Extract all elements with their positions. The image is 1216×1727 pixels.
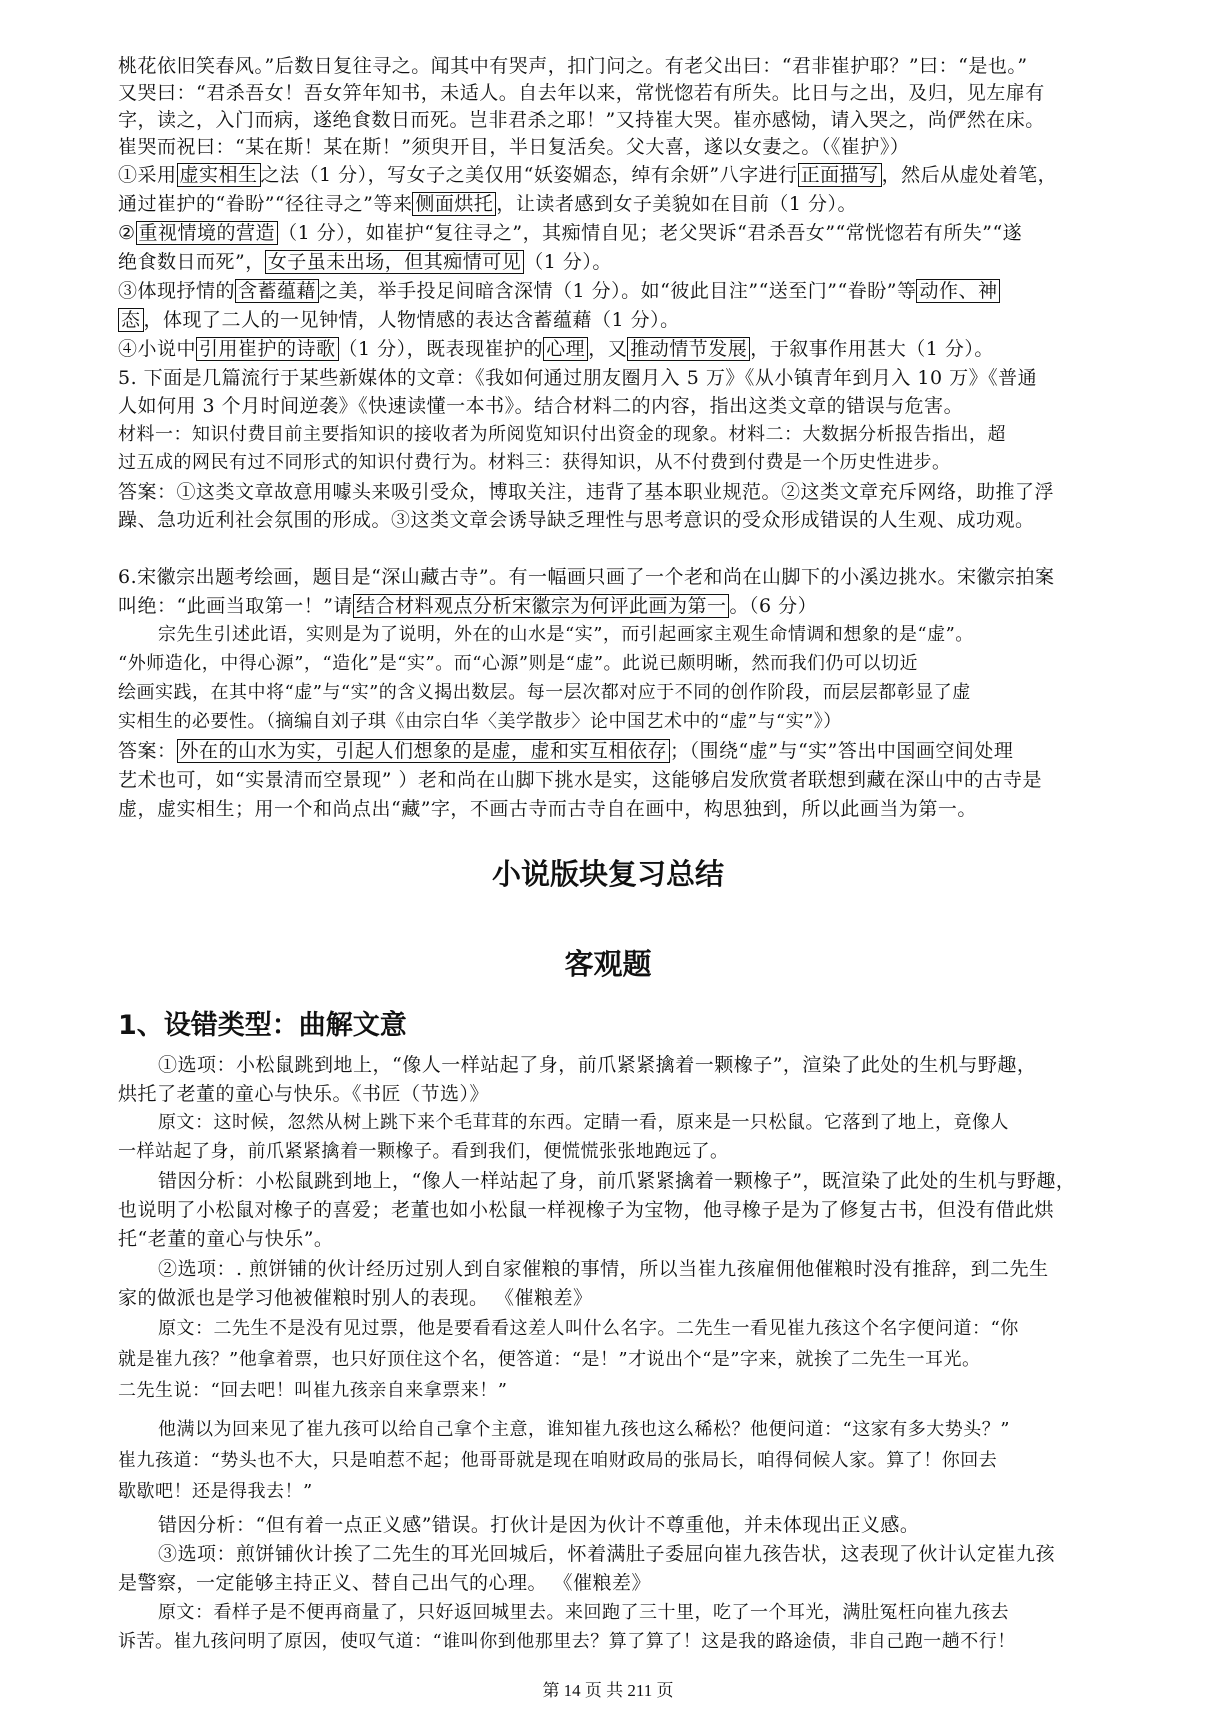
body-line: ③选项：煎饼铺伙计挨了二先生的耳光回城后，怀着满肚子委屈向崔九孩告状，这表现了伙计认定崔九孩 [158,1543,1056,1565]
material-text: 材料一：知识付费目前主要指知识的接收者为所阅览知识付出资金的现象。材料二：大数据分析报告指出，超 [118,424,1006,445]
body-line: 他满以为回来见了崔九孩可以给自己拿个主意，谁知崔九孩也这么稀松？他便问道：“这家有多大势头？” [158,1419,1010,1440]
body-line: 烘托了老董的童心与快乐。《书匠（节选）》 [118,1083,490,1105]
key-term-box: 心理 [543,337,588,361]
question-6-cont: 叫绝：“此画当取第一！”请 结合材料观点分析宋徽宗为何评此画为第一 。（6 分） [118,595,818,617]
section-title: 小说版块复习总结 [491,857,724,891]
body-line: 崔九孩道：“势头也不大，只是咱惹不起；他哥哥就是现在咱财政局的张局长，咱得伺候人家。算了！你回去 [118,1450,998,1471]
question-5: 5. 下面是几篇流行于某些新媒体的文章：《我如何通过朋友圈月入 5 万》《从小镇青年到月入 10 万》《普通 [118,367,1038,389]
key-term-box: 推动情节发展 [627,337,750,361]
body-line: 错因分析：小松鼠跳到地上，“像人一样站起了身，前爪紧紧擒着一颗橡子”，既渲染了此处的生机与野趣， [158,1170,1076,1192]
answer-text: 答案：①这类文章故意用噱头来吸引受众，博取关注，违背了基本职业规范。②这类文章充斥网络，助推了浮 [118,481,1055,503]
body-line: 原文：二先生不是没有见过票，他是要看看这差人叫什么名字。二先生一看见崔九孩这个名字便问道：“你 [158,1318,1019,1339]
body-line: 原文：看样子是不便再商量了，只好返回城里去。来回跑了三十里，吃了一个耳光，满肚冤枉向崔九孩去 [158,1602,1009,1623]
key-term-box: 含蓄蕴藉 [235,279,319,303]
key-term-box: 结合材料观点分析宋徽宗为何评此画为第一 [353,594,730,618]
material-text: 宗先生引述此语，实则是为了说明，外在的山水是“实”，而引起画家主观生命情调和想象的是“虚”。 [158,624,974,645]
key-term-box: 引用崔护的诗歌 [196,337,339,361]
body-line: 托“老董的童心与快乐”。 [118,1228,334,1250]
body-line: 家的做派也是学习他被催粮时别人的表现。 《催粮差》 [118,1287,593,1309]
key-term-box: 侧面烘托 [412,192,496,216]
body-line: 也说明了小松鼠对橡子的喜爱；老董也如小松鼠一样视橡子为宝物，他寻橡子是为了修复古书，但没有借此烘 [118,1199,1055,1221]
body-line: ①选项：小松鼠跳到地上，“像人一样站起了身，前爪紧紧擒着一颗橡子”，渲染了此处的生机与野趣， [158,1054,1037,1076]
answer-text: 艺术也可，如“实景清而空景现” ）老和尚在山脚下挑水是实，这能够启发欣赏者联想到藏在深山中的古寺是 [118,769,1042,791]
answer-point-3-cont: 态 ，体现了二人的一见钟情，人物情感的表达含蓄蕴藉（1 分）。 [118,307,680,333]
body-line: 歇歇吧！还是得我去！” [118,1481,313,1502]
story-line: 桃花依旧笑春风。”后数日复往寻之。闻其中有哭声，扣门问之。有老父出曰：“君非崔护耶？”曰：“是也。” [118,55,1028,77]
material-text: 过五成的网民有过不同形式的知识付费行为。材料三：获得知识，从不付费到付费是一个历史性进步。 [118,452,951,473]
section-subtitle: 客观题 [564,947,652,981]
answer-point-1: ①采用 虚实相生 之法（1 分），写女子之美仅用“妖姿媚态，绰有余妍”八字进行 正面描写 ，然后从虚处着笔， [118,164,1058,186]
question-6: 6.宋徽宗出题考绘画，题目是“深山藏古寺”。有一幅画只画了一个老和尚在山脚下的小溪边挑水。宋徽宗拍案 [118,566,1055,588]
body-line: 错因分析：“但有着一点正义感”错误。打伙计是因为伙计不尊重他，并未体现出正义感。 [158,1514,920,1536]
body-line: 一样站起了身，前爪紧紧擒着一颗橡子。看到我们，便慌慌张张地跑远了。 [118,1141,729,1162]
body-line: 诉苦。崔九孩问明了原因，使叹气道：“谁叫你到他那里去？算了算了！这是我的路途债，非自己跑一趟不行！ [118,1631,1016,1652]
subsection-heading: 1、设错类型：曲解文意 [118,1010,407,1041]
story-line: 字，读之，入门而病，遂绝食数日而死。岂非君杀之耶！”又持崔大哭。崔亦感恸，请入哭之，尚俨然在床。 [118,109,1045,131]
material-text: 实相生的必要性。（摘编自刘子琪《由宗白华〈美学散步〉论中国艺术中的“虚”与“实”》） [118,711,842,732]
material-text: 绘画实践，在其中将“虚”与“实”的含义揭出数层。每一层次都对应于不同的创作阶段，而层层都彰显了虚 [118,682,971,703]
answer-point-1-cont: 通过崔护的“眷盼”“径往寻之”等来 侧面烘托 ，让读者感到女子美貌如在目前（1 分）。 [118,193,858,215]
answer-text: 虚，虚实相生；用一个和尚点出“藏”字，不画古寺而古寺自在画中，构思独到，所以此画当为第一。 [118,798,977,820]
story-line: 又哭曰：“君杀吾女！吾女笄年知书，未适人。自去年以来，常恍惚若有所失。比日与之出，及归，见左扉有 [118,82,1045,104]
answer-point-3: ③体现抒情的 含蓄蕴藉 之美，举手投足间暗含深情（1 分）。如“彼此目注”“送至门”“眷盼”等 动作、神 [118,278,1000,304]
body-line: ②选项：. 煎饼铺的伙计经历过别人到自家催粮的事情，所以当崔九孩雇佣他催粮时没有推辞，到二先生 [158,1258,1049,1280]
story-line: 崔哭而祝曰：“某在斯！某在斯！”须臾开目，半日复活矣。父大喜，遂以女妻之。（《崔护》） [118,136,910,158]
key-term-box: 外在的山水为实，引起人们想象的是虚，虚和实互相依存 [177,739,671,763]
key-term-box: 态 [118,308,144,332]
answer-point-2: ② 重视情境的营造 （1 分），如崔护“复往寻之”，其痴情自见；老父哭诉“君杀吾女”“常恍惚若有所失”“遂 [118,222,1023,244]
body-line: 二先生说：“回去吧！叫崔九孩亲自来拿票来！” [118,1380,508,1401]
key-term-box: 虚实相生 [177,163,261,187]
answer-point-4: ④小说中 引用崔护的诗歌 （1 分），既表现崔护的 心理 ，又 推动情节发展 ，于叙事作用甚大（1 分）。 [118,338,994,360]
key-term-box: 动作、神 [916,279,1000,303]
key-term-box: 女子虽未出场，但其痴情可见 [265,250,525,274]
answer-text: 答案： 外在的山水为实，引起人们想象的是虚，虚和实互相依存 ；（围绕“虚”与“实”答出中国画空间处理 [118,740,1014,762]
body-line: 是警察，一定能够主持正义、替自己出气的心理。 《催粮差》 [118,1572,652,1594]
page-number: 第 14 页 共 211 页 [542,1681,674,1700]
body-line: 原文：这时候，忽然从树上跳下来个毛茸茸的东西。定睛一看，原来是一只松鼠。它落到了地上，竟像人 [158,1112,1009,1133]
material-text: “外师造化，中得心源”，“造化”是“实”。而“心源”则是“虚”。此说已颇明晰，然而我们仍可以切近 [118,653,919,674]
answer-text: 躁、急功近利社会氛围的形成。③这类文章会诱导缺乏理性与思考意识的受众形成错误的人生观、成功观。 [118,509,1035,531]
key-term-box: 重视情境的营造 [136,221,279,245]
question-5: 人如何用 3 个月时间逆袭》《快速读懂一本书》。结合材料二的内容，指出这类文章的错误与危害。 [118,395,964,417]
body-line: 就是崔九孩？”他拿着票，也只好顶住这个名，便答道：“是！”才说出个“是”字来，就挨了二先生一耳光。 [118,1349,981,1370]
key-term-box: 正面描写 [798,163,882,187]
answer-point-2-cont: 绝食数日而死”， 女子虽未出场，但其痴情可见 （1 分）。 [118,251,612,273]
